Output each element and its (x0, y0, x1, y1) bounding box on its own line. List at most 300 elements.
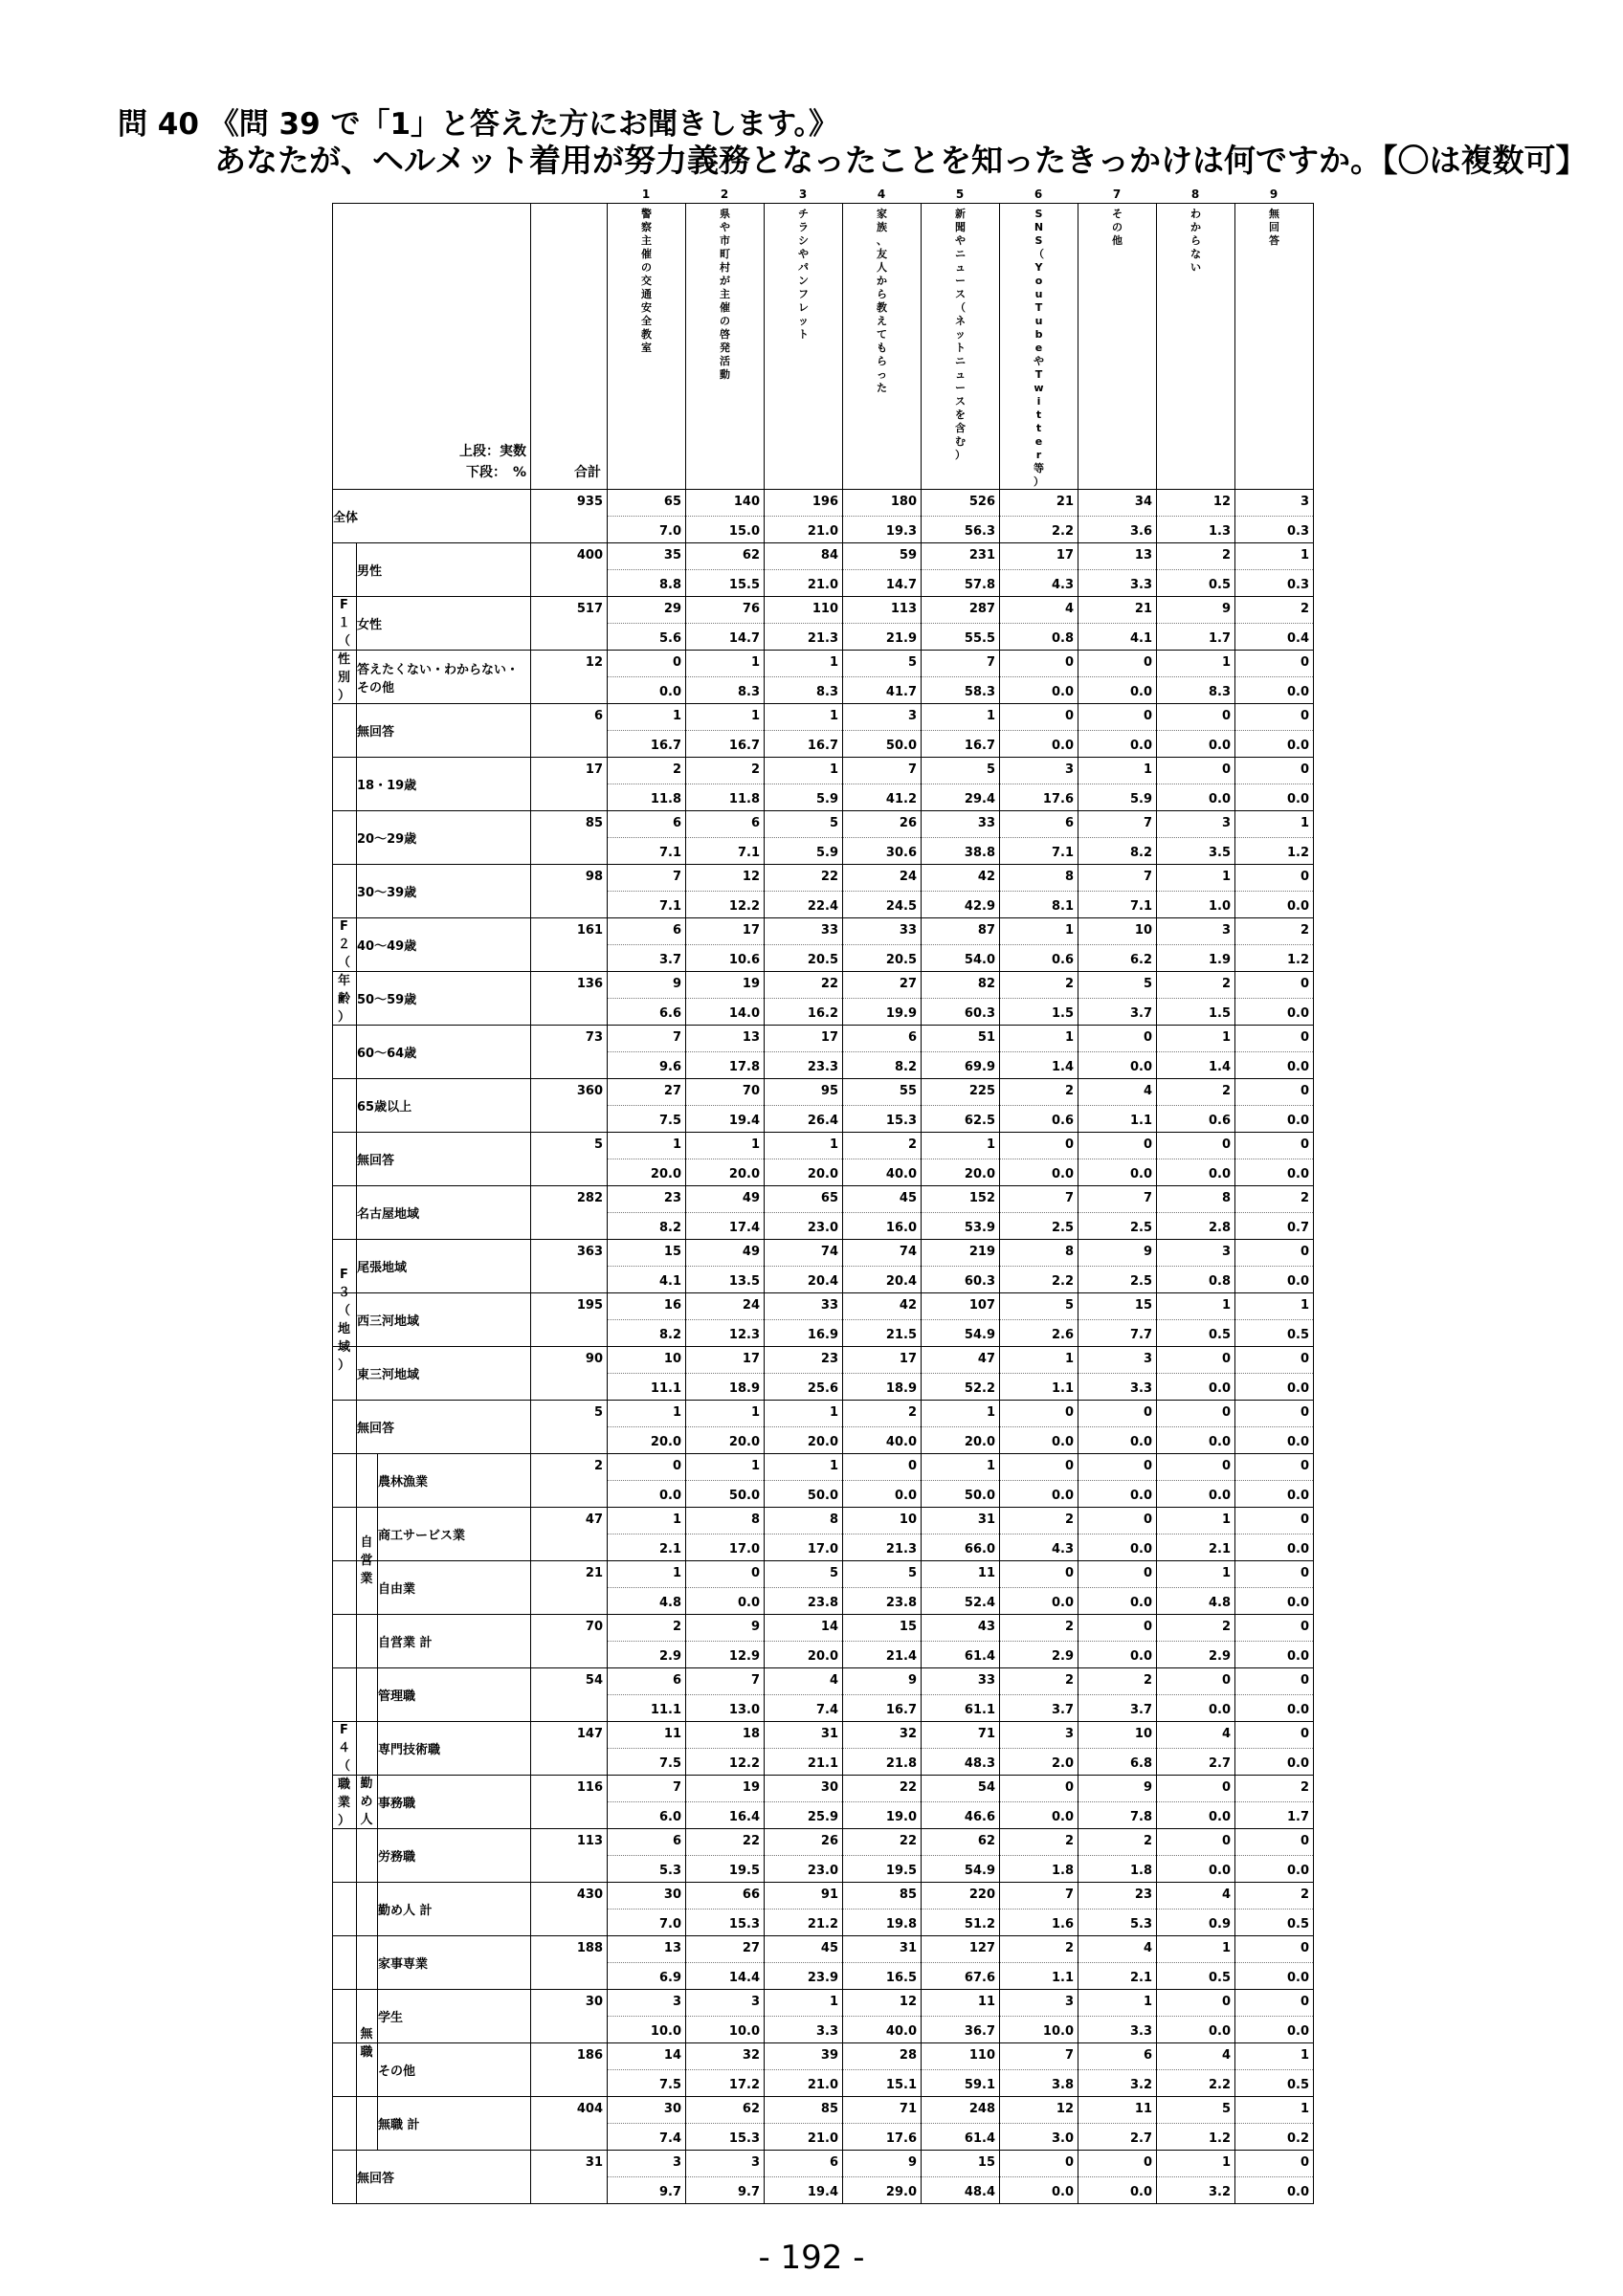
data-cell (843, 811, 922, 865)
data-cell (1078, 2151, 1157, 2204)
percent-value: 0.6 (1208, 1114, 1231, 1128)
percent-value: 25.9 (807, 1810, 838, 1824)
percent-value: 0.0 (1286, 1435, 1309, 1449)
percent-value: 3.2 (1129, 2078, 1152, 2092)
percent-value: 3.7 (1129, 1703, 1152, 1717)
data-cell (1157, 1615, 1235, 1668)
percent-value: 0.0 (1286, 1006, 1309, 1021)
percent-value: 19.4 (807, 2185, 838, 2199)
count-value: 1 (672, 1566, 681, 1580)
percent-value: 6.2 (1129, 953, 1152, 967)
data-cell (608, 1936, 686, 1990)
data-cell (1235, 2097, 1314, 2151)
row-label: 家事専業 (378, 1936, 531, 1990)
table-row (333, 1508, 1314, 1561)
data-cell (765, 1293, 843, 1347)
count-value: 65 (820, 1191, 838, 1205)
percent-value: 7.5 (658, 1756, 681, 1771)
question-title: 問 40 《問 39 で「1」と答えた方にお聞きします。》 (118, 107, 839, 142)
percent-value: 0.5 (1208, 1328, 1231, 1342)
percent-value: 48.4 (964, 2185, 995, 2199)
question-text: あなたが、ヘルメット着用が努力義務となったことを知ったきっかけは何ですか。【〇は複数可】 (214, 142, 1588, 179)
count-value: 59 (899, 548, 917, 563)
table-row (333, 543, 1314, 597)
count-value: 2 (1300, 923, 1309, 938)
percent-value: 20.0 (728, 1435, 760, 1449)
data-cell (608, 597, 686, 651)
percent-value: 0.0 (1286, 685, 1309, 699)
data-cell (843, 865, 922, 918)
data-cell (1157, 1079, 1235, 1133)
column-header-2 (686, 204, 765, 490)
count-value: 7 (907, 762, 917, 777)
count-value: 0 (750, 1566, 760, 1580)
data-cell (1078, 597, 1157, 651)
count-value: 31 (899, 1941, 917, 1955)
data-cell (1157, 1508, 1235, 1561)
percent-value: 15.3 (885, 1114, 917, 1128)
row-total (531, 1026, 608, 1079)
count-value: 8 (1064, 1245, 1074, 1259)
percent-value: 2.0 (1051, 1756, 1074, 1771)
percent-value: 8.3 (737, 685, 760, 699)
count-value: 23 (1134, 1888, 1152, 1902)
percent-value: 2.6 (1051, 1328, 1074, 1342)
count-value: 45 (899, 1191, 917, 1205)
percent-value: 0.0 (1286, 1649, 1309, 1664)
count-value: 15 (899, 1620, 917, 1634)
group-label-2: F ２ （ 年 齢 ） (337, 918, 350, 1025)
percent-value: 3.7 (1129, 1006, 1152, 1021)
count-value: 0 (1300, 709, 1309, 723)
percent-value: 18.9 (728, 1381, 760, 1396)
percent-value: 0.0 (1286, 1542, 1309, 1556)
data-cell (1157, 1293, 1235, 1347)
count-value: 6 (907, 1030, 917, 1045)
count-value: 3 (1064, 1727, 1074, 1741)
percent-value: 16.7 (807, 739, 838, 753)
percent-value: 38.8 (964, 846, 995, 860)
data-cell (1235, 1079, 1314, 1133)
count-value: 0 (1300, 977, 1309, 991)
percent-value: 61.4 (964, 1649, 995, 1664)
data-cell (1157, 2043, 1235, 2097)
percent-value: 3.3 (815, 2024, 838, 2039)
data-cell (608, 1883, 686, 1936)
data-cell (1157, 2097, 1235, 2151)
table-row (333, 1401, 1314, 1454)
data-cell (1000, 1186, 1078, 1240)
column-header-text-9: 無 回 答 (1269, 208, 1279, 247)
data-cell (1235, 704, 1314, 758)
data-cell (686, 1026, 765, 1079)
count-value: 248 (968, 2102, 995, 2116)
count-value: 30 (663, 2102, 681, 2116)
count-value: 0 (1143, 1620, 1152, 1634)
percent-value: 7.1 (658, 899, 681, 914)
row-label: 女性 (357, 597, 531, 651)
count-value: 6 (672, 923, 681, 938)
total-value: 54 (585, 1673, 603, 1688)
data-cell (765, 1454, 843, 1508)
total-value: 2 (593, 1459, 603, 1473)
data-cell (1078, 1026, 1157, 1079)
total-value: 30 (585, 1995, 603, 2009)
data-cell (1235, 865, 1314, 918)
percent-value: 0.5 (1286, 1328, 1309, 1342)
percent-value: 23.0 (807, 1221, 838, 1235)
percent-value: 41.2 (885, 792, 917, 806)
data-cell (686, 1615, 765, 1668)
data-cell (1157, 1561, 1235, 1615)
row-total (531, 972, 608, 1026)
count-value: 85 (899, 1888, 917, 1902)
count-value: 6 (672, 816, 681, 830)
percent-value: 3.5 (1208, 846, 1231, 860)
data-cell (1000, 1936, 1078, 1990)
data-cell (608, 1240, 686, 1293)
percent-value: 0.3 (1286, 524, 1309, 539)
count-value: 0 (1064, 655, 1074, 670)
count-value: 2 (907, 1405, 917, 1420)
count-value: 11 (1134, 2102, 1152, 2116)
percent-value: 8.1 (1051, 899, 1074, 914)
count-value: 0 (1300, 2155, 1309, 2170)
percent-value: 0.9 (1208, 1917, 1231, 1932)
percent-value: 52.4 (964, 1596, 995, 1610)
count-value: 5 (1064, 1298, 1074, 1313)
count-value: 7 (1064, 1191, 1074, 1205)
count-value: 42 (899, 1298, 917, 1313)
row-label: 65歳以上 (357, 1079, 531, 1133)
percent-value: 0.8 (1051, 631, 1074, 646)
count-value: 2 (1064, 1620, 1074, 1634)
count-value: 1 (1221, 1298, 1231, 1313)
percent-value: 6.8 (1129, 1756, 1152, 1771)
data-cell (922, 543, 1000, 597)
row-total (531, 597, 608, 651)
col-number-1: 1 (641, 188, 651, 201)
data-cell (1000, 1668, 1078, 1722)
count-value: 2 (750, 762, 760, 777)
percent-value: 2.9 (1208, 1649, 1231, 1664)
data-cell (1157, 704, 1235, 758)
data-cell (843, 758, 922, 811)
percent-value: 7.1 (1129, 899, 1152, 914)
percent-value: 40.0 (885, 2024, 917, 2039)
data-cell (843, 1508, 922, 1561)
percent-value: 0.0 (1286, 2185, 1309, 2199)
data-cell (1157, 1883, 1235, 1936)
count-value: 1 (1221, 870, 1231, 884)
count-value: 3 (750, 1995, 760, 2009)
data-cell (1235, 1615, 1314, 1668)
count-value: 9 (1143, 1245, 1152, 1259)
percent-value: 1.6 (1051, 1917, 1074, 1932)
count-value: 24 (742, 1298, 760, 1313)
data-cell (686, 1347, 765, 1401)
column-header-text-4: 家 族 、 友 人 か ら 教 え て も ら っ た (877, 208, 887, 394)
percent-value: 26.4 (807, 1114, 838, 1128)
count-value: 1 (1300, 2048, 1309, 2063)
column-header-text-5: 新 聞 や ニ ュ ー ス （ ネ ッ ト ニ ュ ー ス を 含 む ） (955, 208, 966, 461)
percent-value: 20.0 (650, 1435, 681, 1449)
percent-value: 36.7 (964, 2024, 995, 2039)
row-total (531, 918, 608, 972)
count-value: 1 (986, 1137, 995, 1152)
count-value: 180 (890, 495, 917, 509)
count-value: 2 (1221, 1620, 1231, 1634)
data-cell (1000, 865, 1078, 918)
count-value: 1 (1221, 1941, 1231, 1955)
percent-value: 17.6 (1042, 792, 1074, 806)
percent-value: 23.8 (885, 1596, 917, 1610)
count-value: 6 (672, 1834, 681, 1848)
data-cell (686, 2097, 765, 2151)
data-cell (686, 811, 765, 865)
row-label: 無回答 (357, 1401, 531, 1454)
count-value: 0 (1064, 1566, 1074, 1580)
count-value: 70 (742, 1084, 760, 1098)
data-cell (1235, 1990, 1314, 2043)
percent-value: 7.5 (658, 2078, 681, 2092)
data-cell (765, 918, 843, 972)
count-value: 0 (1300, 1834, 1309, 1848)
data-cell (608, 1186, 686, 1240)
percent-value: 17.6 (885, 2131, 917, 2146)
data-cell (922, 758, 1000, 811)
percent-value: 3.3 (1129, 1381, 1152, 1396)
data-cell (843, 918, 922, 972)
data-cell (608, 1401, 686, 1454)
percent-value: 7.1 (658, 846, 681, 860)
percent-value: 23.9 (807, 1971, 838, 1985)
count-value: 71 (899, 2102, 917, 2116)
count-value: 0 (1300, 1995, 1309, 2009)
data-cell (1235, 1561, 1314, 1615)
data-cell (1000, 2151, 1078, 2204)
percent-value: 17.0 (807, 1542, 838, 1556)
count-value: 2 (1064, 1673, 1074, 1688)
total-value: 17 (585, 762, 603, 777)
count-value: 107 (968, 1298, 995, 1313)
data-cell (843, 972, 922, 1026)
count-value: 113 (890, 602, 917, 616)
data-cell (1078, 1454, 1157, 1508)
percent-value: 0.0 (1286, 899, 1309, 914)
data-cell (686, 1990, 765, 2043)
percent-value: 5.3 (658, 1864, 681, 1878)
percent-value: 56.3 (964, 524, 995, 539)
data-cell (922, 1776, 1000, 1829)
data-cell (843, 2043, 922, 2097)
row-label: 無職 計 (378, 2097, 531, 2151)
percent-value: 2.9 (1051, 1649, 1074, 1664)
count-value: 3 (1300, 495, 1309, 509)
percent-value: 19.0 (885, 1810, 917, 1824)
data-cell (686, 490, 765, 543)
data-cell (1078, 811, 1157, 865)
data-cell (765, 1936, 843, 1990)
percent-value: 0.0 (1129, 1649, 1152, 1664)
row-label: 無回答 (357, 2151, 531, 2204)
total-label: 合計 (574, 465, 601, 480)
percent-value: 0.0 (1208, 1810, 1231, 1824)
percent-value: 0.6 (1051, 1114, 1074, 1128)
row-total (531, 811, 608, 865)
data-cell (1078, 1401, 1157, 1454)
percent-value: 20.0 (650, 1167, 681, 1181)
count-value: 196 (812, 495, 838, 509)
percent-value: 0.0 (658, 1489, 681, 1503)
percent-value: 11.1 (650, 1381, 681, 1396)
percent-value: 1.1 (1129, 1114, 1152, 1128)
data-cell (922, 1508, 1000, 1561)
count-value: 8 (1064, 870, 1074, 884)
count-value: 11 (977, 1566, 995, 1580)
percent-value: 0.0 (1208, 1703, 1231, 1717)
data-cell (922, 918, 1000, 972)
table-row (333, 1615, 1314, 1668)
row-total (531, 1347, 608, 1401)
total-value: 935 (576, 495, 603, 509)
percent-value: 0.0 (1129, 1489, 1152, 1503)
count-value: 2 (672, 1620, 681, 1634)
count-value: 0 (1064, 1405, 1074, 1420)
row-total (531, 2097, 608, 2151)
row-total (531, 1508, 608, 1561)
percent-value: 8.2 (658, 1328, 681, 1342)
percent-value: 2.7 (1208, 1756, 1231, 1771)
data-cell (686, 1883, 765, 1936)
data-cell (765, 1240, 843, 1293)
total-value: 360 (576, 1084, 603, 1098)
row-total (531, 2151, 608, 2204)
data-cell (608, 1347, 686, 1401)
group-label-1: F １ （ 性 別 ） (337, 597, 350, 703)
percent-value: 23.0 (807, 1864, 838, 1878)
percent-value: 1.2 (1286, 846, 1309, 860)
count-value: 0 (1143, 2155, 1152, 2170)
count-value: 2 (1064, 977, 1074, 991)
count-value: 3 (1064, 1995, 1074, 2009)
data-cell (1078, 2097, 1157, 2151)
data-cell (1078, 1668, 1157, 1722)
table-row (333, 1293, 1314, 1347)
count-value: 9 (672, 977, 681, 991)
percent-value: 21.9 (885, 631, 917, 646)
count-value: 1 (986, 1459, 995, 1473)
count-value: 3 (672, 2155, 681, 2170)
data-cell (1157, 597, 1235, 651)
percent-value: 48.3 (964, 1756, 995, 1771)
percent-value: 0.5 (1208, 1971, 1231, 1985)
count-value: 1 (1221, 1512, 1231, 1527)
count-value: 4 (1143, 1941, 1152, 1955)
percent-value: 16.7 (728, 739, 760, 753)
total-value: 430 (576, 1888, 603, 1902)
percent-value: 50.0 (807, 1489, 838, 1503)
data-cell (1157, 1936, 1235, 1990)
data-cell (1000, 1561, 1078, 1615)
data-cell (922, 1133, 1000, 1186)
percent-value: 20.0 (807, 1167, 838, 1181)
column-header-3 (765, 204, 843, 490)
count-value: 13 (1134, 548, 1152, 563)
count-value: 2 (672, 762, 681, 777)
percent-value: 21.0 (807, 2078, 838, 2092)
percent-value: 0.0 (1051, 685, 1074, 699)
data-cell (1078, 1561, 1157, 1615)
data-cell (1000, 1829, 1078, 1883)
percent-value: 20.0 (964, 1435, 995, 1449)
row-label: 専門技術職 (378, 1722, 531, 1776)
count-value: 0 (1300, 1137, 1309, 1152)
data-cell (1157, 1026, 1235, 1079)
data-cell (1157, 1454, 1235, 1508)
data-cell (1000, 811, 1078, 865)
data-cell (686, 1561, 765, 1615)
data-cell (608, 918, 686, 972)
data-cell (1000, 597, 1078, 651)
row-total (531, 1401, 608, 1454)
count-value: 12 (1056, 2102, 1074, 2116)
count-value: 17 (742, 1352, 760, 1366)
percent-value: 7.4 (658, 2131, 681, 2146)
data-cell (765, 1668, 843, 1722)
percent-value: 2.5 (1129, 1221, 1152, 1235)
total-value: 5 (593, 1137, 603, 1152)
col-number-6: 6 (1034, 188, 1043, 201)
header-label-cell (333, 204, 531, 490)
col-number-4: 4 (877, 188, 886, 201)
count-value: 1 (672, 1405, 681, 1420)
data-cell (765, 1508, 843, 1561)
count-value: 55 (899, 1084, 917, 1098)
percent-value: 0.0 (1129, 1435, 1152, 1449)
data-cell (1157, 918, 1235, 972)
data-cell (686, 758, 765, 811)
row-label: 名古屋地域 (357, 1186, 531, 1240)
percent-value: 8.2 (1129, 846, 1152, 860)
count-value: 0 (1300, 762, 1309, 777)
count-value: 231 (968, 548, 995, 563)
percent-value: 0.3 (1286, 578, 1309, 592)
data-cell (765, 811, 843, 865)
count-value: 33 (820, 1298, 838, 1313)
data-cell (1157, 651, 1235, 704)
count-value: 74 (820, 1245, 838, 1259)
data-cell (1157, 1722, 1235, 1776)
count-value: 35 (663, 548, 681, 563)
percent-value: 59.1 (964, 2078, 995, 2092)
row-total (531, 1079, 608, 1133)
total-value: 136 (576, 977, 603, 991)
row-total (531, 1883, 608, 1936)
data-cell (843, 1722, 922, 1776)
percent-value: 58.3 (964, 685, 995, 699)
percent-value: 14.7 (885, 578, 917, 592)
count-value: 28 (899, 2048, 917, 2063)
data-cell (1078, 758, 1157, 811)
data-cell (765, 1401, 843, 1454)
data-cell (922, 865, 1000, 918)
count-value: 24 (899, 870, 917, 884)
count-value: 0 (1300, 1245, 1309, 1259)
percent-value: 0.0 (1286, 1489, 1309, 1503)
data-cell (1235, 1936, 1314, 1990)
row-label: 男性 (357, 543, 531, 597)
